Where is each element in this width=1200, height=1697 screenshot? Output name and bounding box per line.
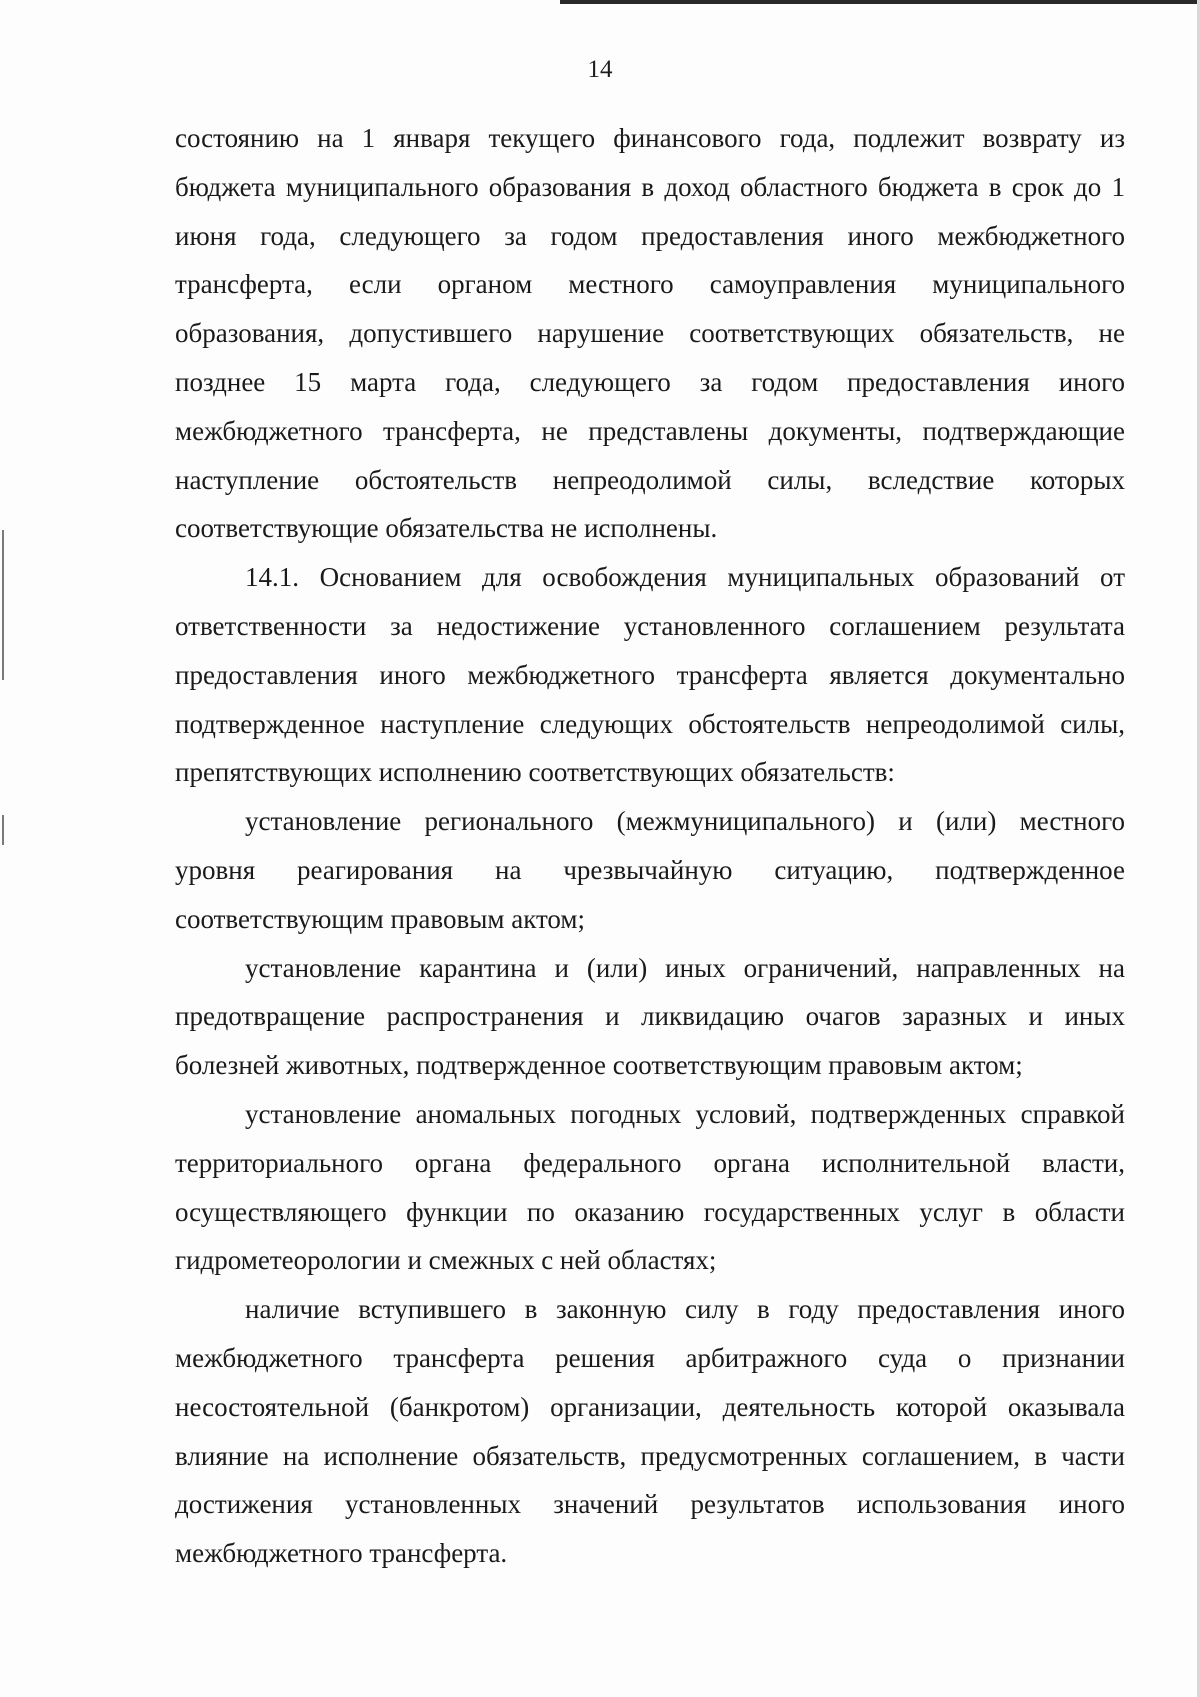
paragraph-14-1: 14.1. Основанием для освобождения муниципальных образований от ответственности за недостижение установленного соглашением результата предоставления иного межбюджетного трансферта является документально подтвержденное наступление следующих обстоятельств непреодолимой силы, препятствующих исполнению соответствующих обязательств: xyxy=(175,562,1125,788)
paragraph-emergency-response: установление регионального (межмуниципального) и (или) местного уровня реагирования на чрезвычайную ситуацию, подтвержденное соответствующим правовым актом; xyxy=(175,806,1125,934)
paragraph-quarantine: установление карантина и (или) иных ограничений, направленных на предотвращение распространения и ликвидацию очагов заразных и иных болезней животных, подтвержденное соответствующим правовым актом; xyxy=(175,952,1125,1081)
paragraph-weather-conditions: установление аномальных погодных условий, подтвержденных справкой территориального органа федерального органа исполнительной власти, осуществляющего функции по оказанию государственных услуг в области гидрометеорологии и смежных с ней областях; xyxy=(175,1098,1125,1276)
scan-top-rule xyxy=(560,0,1200,4)
scan-left-mark xyxy=(2,530,4,680)
document-body xyxy=(175,114,1125,1578)
paragraph-bankruptcy: наличие вступившего в законную силу в году предоставления иного межбюджетного трансферта решения арбитражного суда о признании несостоятельной (банкротом) организации, деятельность которой оказывала влияние на исполнение обязательств, предусмотренных соглашением, в части достижения установленных значений результатов использования иного межбюджетного трансферта. xyxy=(175,1294,1125,1569)
paragraph-continuation: состоянию на 1 января текущего финансового года, подлежит возврату из бюджета муниципального образования в доход областного бюджета в срок до 1 июня года, следующего за годом предоставления иного межбюджетного трансферта, если органом местного самоуправления муниципального образования, допустившего нарушение соответствующих обязательств, не позднее 15 марта года, следующего за годом предоставления иного межбюджетного трансферта, не представлены документы, подтверждающие наступление обстоятельств непреодолимой силы, вследствие которых соответствующие обязательства не исполнены. xyxy=(175,123,1125,544)
scan-left-mark xyxy=(2,815,4,845)
page-number: 14 xyxy=(587,56,613,83)
